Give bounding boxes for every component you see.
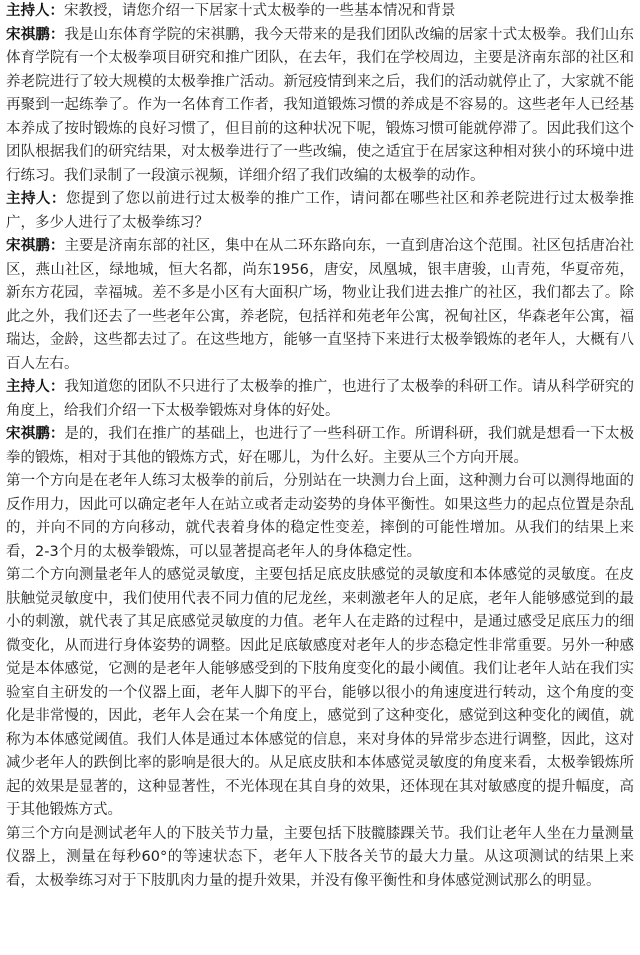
guest-answer-2 bbox=[6, 235, 634, 376]
guest-label: 宋祺鹏： bbox=[6, 426, 65, 442]
research-direction-3 bbox=[6, 823, 634, 894]
host-question-3 bbox=[6, 376, 634, 423]
paragraph-text: 第二个方向测量老年人的感觉灵敏度，主要包括足底皮肤感觉的灵敏度和本体感觉的灵敏度。在皮肤触觉灵敏度中，我们使用代表不同力值的尼龙丝，来刺激老年人的足底，老年人能够感觉到的最小的刺激，就代表了其足底感觉灵敏度的力值。老年人在走路的过程中，是通过感受足底压力的细微变化，从而进行身体姿势的调整。因此足底敏感度对老年人的步态稳定性非常重要。另外一种感觉是本体感觉，它测的是老年人能够感受到的下肢角度变化的最小阈值。我们让老年人站在我们实验室自主研发的一个仪器上面，老年人脚下的平台，能够以很小的角速度进行转动，这个角度的变化是非常慢的，因此，老年人会在某一个角度上，感觉到了这种变化，感觉到这种变化的阈值，就称为本体感觉阈值。我们人体是通过本体感觉的信息，来对身体的异常步态进行调整，因此，这对减少老年人的跌倒比率的影响是很大的。从足底皮肤和本体感觉灵敏度的角度来看，太极拳锻炼所起的效果是显著的，这种显著性，不光体现在其自身的效果，还体现在其对敏感度的提升幅度，高于其他锻炼方式。 bbox=[6, 567, 634, 818]
interview-article bbox=[6, 0, 634, 893]
paragraph-text: 宋教授，请您介绍一下居家十式太极拳的一些基本情况和背景 bbox=[64, 3, 456, 19]
guest-label: 宋祺鹏： bbox=[6, 26, 65, 43]
guest-answer-1 bbox=[6, 24, 634, 189]
host-question-2 bbox=[6, 188, 634, 235]
paragraph-text: 第三个方向是测试老年人的下肢关节力量，主要包括下肢髋膝踝关节。我们让老年人坐在力量测量仪器上，测量在每秒60°的等速状态下，老年人下肢各关节的最大力量。从这项测试的结果上来看，太极拳练习对于下肢肌肉力量的提升效果，并没有像平衡性和身体感觉测试那么的明显。 bbox=[6, 825, 634, 889]
host-question-1 bbox=[6, 0, 634, 24]
paragraph-text: 第一个方向是在老年人练习太极拳的前后，分别站在一块测力台上面，这种测力台可以测得地面的反作用力，因此可以确定老年人在站立或者走动姿势的身体平衡性。如果这些力的起点位置是杂乱的，并向不同的方向移动，就代表着身体的稳定性变差，摔倒的可能性增加。从我们的结果上来看，2-3个月的太极拳锻炼，可以显著提高老年人的身体稳定性。 bbox=[6, 473, 634, 560]
research-direction-2 bbox=[6, 564, 634, 823]
guest-label: 宋祺鹏： bbox=[6, 238, 65, 254]
paragraph-text: 您提到了您以前进行过太极拳的推广工作，请问都在哪些社区和养老院进行过太极拳推广，多少人进行了太极拳练习？ bbox=[6, 191, 635, 231]
guest-answer-3 bbox=[6, 423, 634, 470]
paragraph-text: 是的，我们在推广的基础上，也进行了一些科研工作。所谓科研，我们就是想看一下太极拳的锻炼，相对于其他的锻炼方式，好在哪儿，为什么好。主要从三个方向开展。 bbox=[6, 426, 635, 466]
host-label: 主持人： bbox=[6, 3, 64, 19]
paragraph-text: 我是山东体育学院的宋祺鹏，我今天带来的是我们团队改编的居家十式太极拳。我们山东体育学院有一个太极拳项目研究和推广团队，在去年，我们在学校周边，主要是济南东部的社区和养老院进行了较大规模的太极拳推广活动。新冠疫情到来之后，我们的活动就停止了，大家就不能再聚到一起练拳了。作为一名体育工作者，我知道锻炼习惯的养成是不容易的。这些老年人已经基本养成了按时锻炼的良好习惯了，但目前的这种状况下呢，锻炼习惯可能就停滞了。因此我们这个团队根据我们的研究结果，对太极拳进行了一些改编，使之适宜于在居家这种相对狭小的环境中进行练习。我们录制了一段演示视频，详细介绍了我们改编的太极拳的动作。 bbox=[6, 26, 635, 184]
host-label: 主持人： bbox=[6, 379, 65, 395]
research-direction-1 bbox=[6, 470, 634, 564]
paragraph-text: 我知道您的团队不只进行了太极拳的推广，也进行了太极拳的科研工作。请从科学研究的角度上，给我们介绍一下太极拳锻炼对身体的好处。 bbox=[6, 379, 635, 419]
paragraph-text: 主要是济南东部的社区，集中在从二环东路向东，一直到唐冶这个范围。社区包括唐冶社区，燕山社区，绿地城，恒大名都，尚东1956，唐安，凤凰城，银丰唐骏，山青苑，华夏帝苑，新东方花园，幸福城。差不多是小区有大面积广场，物业让我们进去推广的社区，我们都去了。除此之外，我们还去了一些老年公寓，养老院，包括祥和苑老年公寓，祝甸社区，华森老年公寓，福瑞达，金龄，这些都去过了。在这些地方，能够一直坚持下来进行太极拳锻炼的老年人，大概有八百人左右。 bbox=[6, 238, 635, 372]
host-label: 主持人： bbox=[6, 191, 66, 207]
